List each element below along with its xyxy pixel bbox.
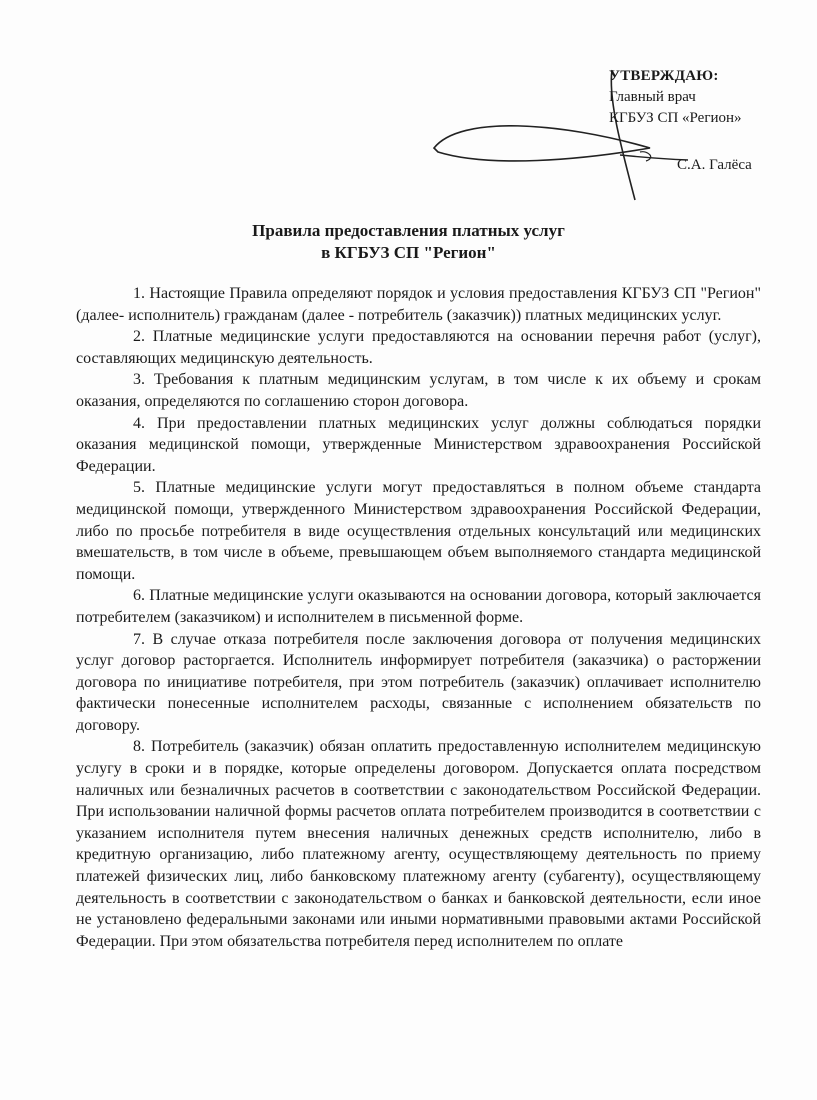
paragraph: 2. Платные медицинские услуги предоставляются на основании перечня работ (услуг), составляющих медицинскую деятельность. bbox=[76, 328, 761, 367]
paragraph: 1. Настоящие Правила определяют порядок и условия предоставления КГБУЗ СП "Регион" (далее- исполнитель) гражданам (далее - потребитель (заказчик)) платных медицинских услуг. bbox=[76, 285, 761, 324]
title-line-1: Правила предоставления платных услуг bbox=[252, 221, 565, 240]
paragraph: 3. Требования к платным медицинским услугам, в том числе к их объему и срокам оказания, определяются по соглашению сторон договора. bbox=[76, 371, 761, 410]
paragraph: 4. При предоставлении платных медицинских услуг должны соблюдаться порядки оказания медицинской помощи, утвержденные Министерством здравоохранения Российской Федерации. bbox=[76, 414, 761, 475]
approval-position: Главный врач bbox=[609, 89, 696, 105]
approval-block bbox=[609, 66, 742, 129]
document-title bbox=[0, 220, 817, 264]
rules-text bbox=[76, 283, 761, 952]
approval-heading: УТВЕРЖДАЮ: bbox=[609, 68, 719, 84]
paragraph: 6. Платные медицинские услуги оказываются на основании договора, который заключается потребителем (заказчиком) и исполнителем в письменной форме. bbox=[76, 587, 761, 626]
paragraph: 7. В случае отказа потребителя после заключения договора от получения медицинских услуг договор расторгается. Исполнитель информирует потребителя (заказчика) о расторжении договора по инициативе потребителя, при этом потребитель (заказчик) оплачивает исполнителю фактически понесенные исполнителем расходы, связанные с исполнением обязательств по договору. bbox=[76, 630, 761, 734]
paragraph: 8. Потребитель (заказчик) обязан оплатить предоставленную исполнителем медицинскую услугу в сроки и в порядке, которые определены договором. Допускается оплата посредством наличных или безналичных расчетов в соответствии с законодательством Российской Федерации. При использовании наличной формы расчетов оплата потребителем производится в соответствии с указанием исполнителя путем внесения наличных денежных средств исполнителю, либо в кредитную организацию, либо платежному агенту, осуществляющему деятельность по приему платежей физических лиц, либо банковскому платежному агенту (субагенту), осуществляющему деятельность в соответствии с законодательством о банках и банковской деятельности, если иное не установлено федеральными законами или иными нормативными правовыми актами Российской Федерации. При этом обязательства потребителя перед исполнителем по оплате bbox=[76, 738, 761, 950]
signer-name: С.А. Галёса bbox=[677, 157, 752, 173]
title-line-2: в КГБУЗ СП "Регион" bbox=[321, 243, 496, 262]
paragraph: 5. Платные медицинские услуги могут предоставляться в полном объеме стандарта медицинской помощи, утвержденного Министерством здравоохранения Российской Федерации, либо по просьбе потребителя в виде осуществления отдельных консультаций или медицинских вмешательств, в том числе в объеме, превышающем объем выполняемого стандарта медицинской помощи. bbox=[76, 479, 761, 583]
approval-organization: КГБУЗ СП «Регион» bbox=[609, 110, 742, 126]
